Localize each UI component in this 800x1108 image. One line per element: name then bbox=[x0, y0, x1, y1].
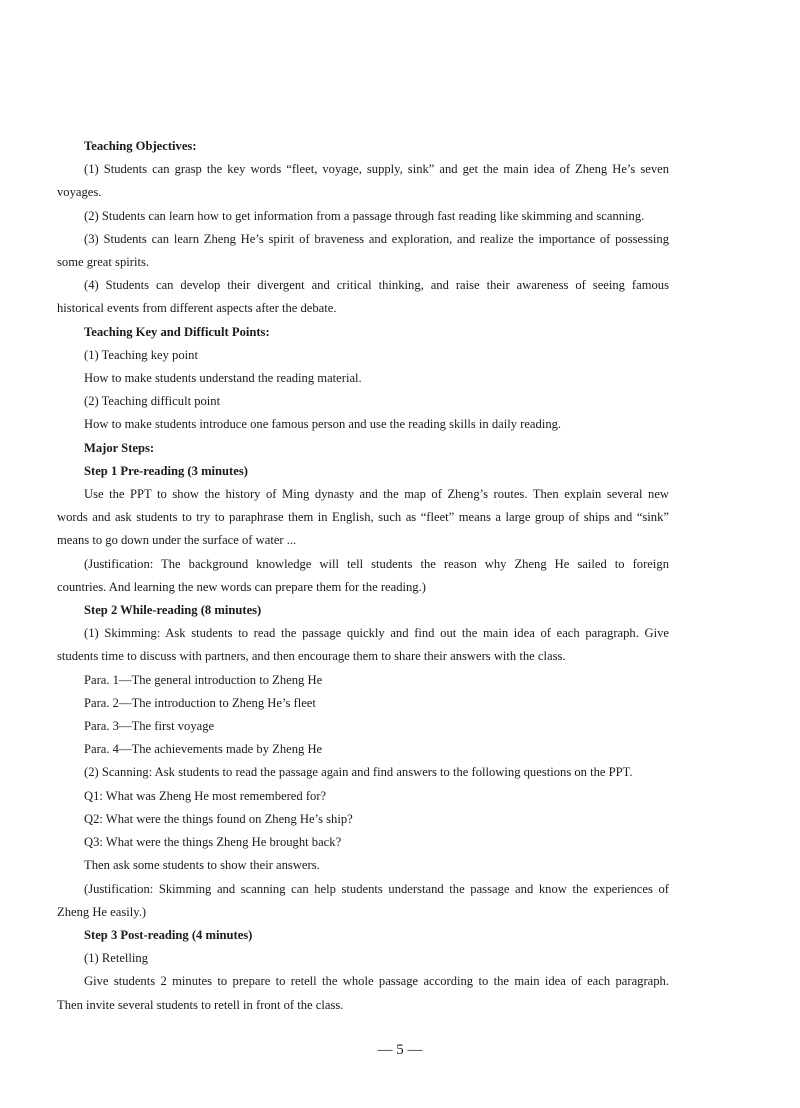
paragraph-line: Then invite several students to retell in front of the class. bbox=[57, 997, 344, 1012]
paragraph-line: Give students 2 minutes to prepare to retell the whole passage according to the main idea of each paragraph. bbox=[84, 974, 669, 989]
paragraph-line: countries. And learning the new words can prepare them for the reading.) bbox=[57, 579, 426, 594]
paragraph-line: Para. 3—The first voyage bbox=[84, 719, 215, 734]
heading-step-2: Step 2 While-reading (8 minutes) bbox=[84, 603, 262, 618]
paragraph-line: voyages. bbox=[57, 185, 102, 200]
heading-key-difficult-points: Teaching Key and Difficult Points: bbox=[84, 324, 270, 339]
paragraph-line: Use the PPT to show the history of Ming dynasty and the map of Zheng’s routes. Then explain several new bbox=[84, 487, 669, 502]
paragraph-line: Para. 4—The achievements made by Zheng He bbox=[84, 742, 323, 757]
paragraph-line: Para. 1—The general introduction to Zheng He bbox=[84, 672, 323, 687]
paragraph-line: historical events from different aspects after the debate. bbox=[57, 301, 337, 316]
paragraph-line: (1) Retelling bbox=[84, 951, 149, 966]
heading-major-steps: Major Steps: bbox=[84, 440, 155, 455]
paragraph-line: words and ask students to try to paraphrase them in English, such as “fleet” means a large group of ships and “sink” bbox=[57, 510, 669, 525]
heading-teaching-objectives: Teaching Objectives: bbox=[84, 139, 197, 153]
paragraph-line: (1) Skimming: Ask students to read the passage quickly and find out the main idea of each paragraph. Give bbox=[84, 626, 669, 641]
paragraph-line: (Justification: The background knowledge will tell students the reason why Zheng He sailed to foreign bbox=[84, 556, 669, 571]
paragraph-line: students time to discuss with partners, and then encourage them to share their answers with the class. bbox=[57, 649, 566, 664]
heading-step-3: Step 3 Post-reading (4 minutes) bbox=[84, 927, 253, 942]
paragraph-line: (4) Students can develop their divergent and critical thinking, and raise their awareness of seeing famous bbox=[84, 278, 669, 293]
paragraph-line: Para. 2—The introduction to Zheng He’s fleet bbox=[84, 695, 316, 710]
paragraph-line: some great spirits. bbox=[57, 255, 149, 270]
paragraph-line: (1) Teaching key point bbox=[84, 347, 198, 362]
paragraph-line: means to go down under the surface of water ... bbox=[57, 533, 297, 548]
paragraph-line: (2) Scanning: Ask students to read the passage again and find answers to the following questions on the PPT. bbox=[84, 765, 633, 780]
paragraph-line: (2) Students can learn how to get information from a passage through fast reading like skimming and scanning. bbox=[84, 208, 645, 223]
page-number: — 5 — bbox=[377, 1042, 423, 1058]
paragraph-line: (1) Students can grasp the key words “fleet, voyage, supply, sink” and get the main idea of Zheng He’s seven bbox=[84, 162, 669, 177]
paragraph-line: Then ask some students to show their answers. bbox=[84, 858, 320, 873]
paragraph-line: (Justification: Skimming and scanning can help students understand the passage and know the experiences of bbox=[84, 881, 669, 896]
document-body bbox=[57, 135, 669, 1017]
paragraph-line: (3) Students can learn Zheng He’s spirit of braveness and exploration, and realize the importance of possessing bbox=[84, 231, 669, 246]
paragraph-line: Q2: What were the things found on Zheng He’s ship? bbox=[84, 811, 353, 826]
paragraph-line: How to make students understand the reading material. bbox=[84, 371, 362, 386]
heading-step-1: Step 1 Pre-reading (3 minutes) bbox=[84, 463, 248, 478]
paragraph-line: Q1: What was Zheng He most remembered for? bbox=[84, 788, 327, 803]
paragraph-line: (2) Teaching difficult point bbox=[84, 394, 221, 409]
paragraph-line: Q3: What were the things Zheng He brought back? bbox=[84, 835, 342, 850]
paragraph-line: How to make students introduce one famous person and use the reading skills in daily reading. bbox=[84, 417, 562, 432]
paragraph-line: Zheng He easily.) bbox=[57, 904, 147, 919]
